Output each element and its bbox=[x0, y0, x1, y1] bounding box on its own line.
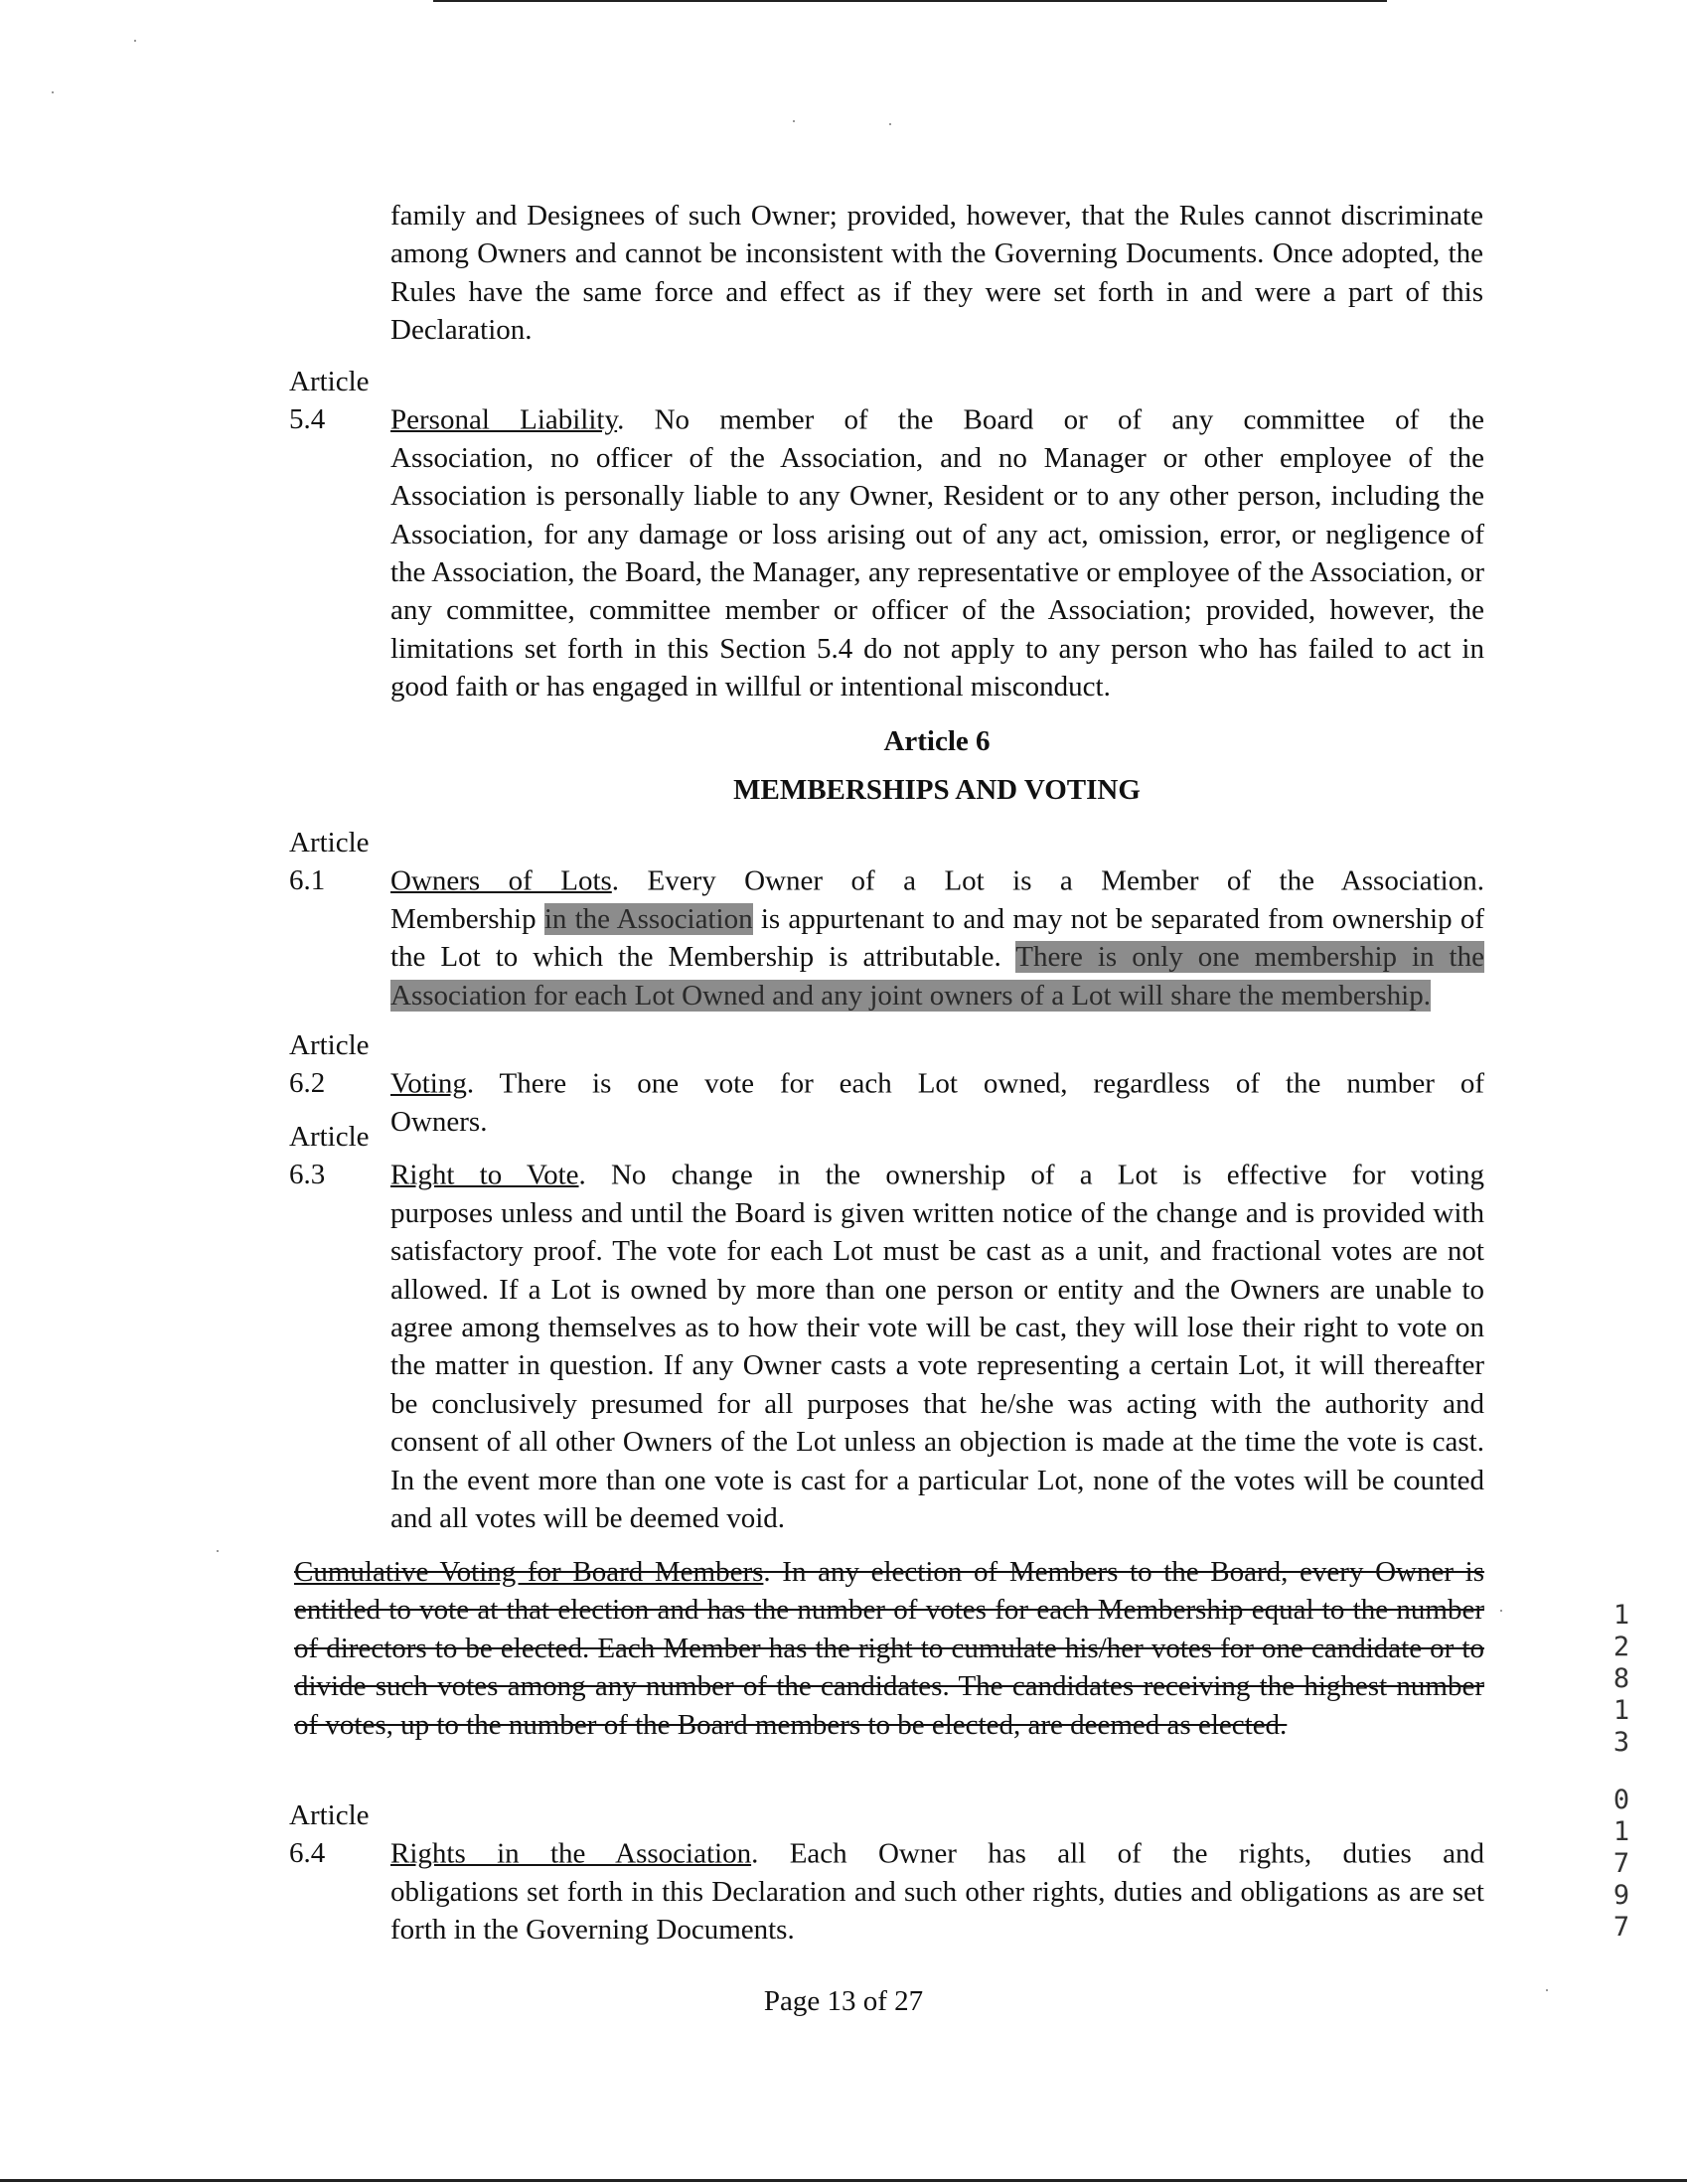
highlight-redaction: There is only one membership in the Association for each Lot Owned and any joint owners of a Lot will share the membership. bbox=[390, 941, 1484, 1012]
article-text: Owners. bbox=[390, 1105, 488, 1138]
struck-cumulative-voting bbox=[294, 1553, 1484, 1744]
article-text-line1: . Each Owner has all of the rights, duties and bbox=[751, 1837, 1484, 1870]
page-number: Page 13 of 27 bbox=[763, 1985, 924, 2017]
article-text-line1: . There is one vote for each Lot owned, regardless of the number of bbox=[466, 1067, 1484, 1100]
article-number: Article 6.2 bbox=[289, 1029, 370, 1100]
top-rule bbox=[433, 0, 1387, 2]
article-text: obligations set forth in this Declaration and such other rights, duties and obligations as are set forth in the Governing Documents. bbox=[390, 1875, 1484, 1947]
article-text-line1: . No change in the ownership of a Lot is effective for voting bbox=[578, 1159, 1484, 1191]
article-title: Voting bbox=[390, 1067, 467, 1100]
article-text: Association, no officer of the Association, and no Manager or other employee of the Association is personally liable to any Owner, Resident or to any other person, including the Association, for any damage or loss arising out of any act, omission, error, or negligence of the Association, the Board, the Manager, any representative or employee of the Association, or any committee, committee member or officer of the Association; provided, however, the limitations set forth in this Section 5.4 do not apply to any person who has failed to act in good faith or has engaged in willful or intentional misconduct. bbox=[390, 441, 1484, 703]
article-number: Article 6.1 bbox=[289, 827, 370, 897]
article-title: Owners of Lots bbox=[390, 864, 612, 897]
article-text-line1: . Every Owner of a Lot is a Member of the Association. bbox=[611, 864, 1484, 897]
highlight-redaction: in the Association bbox=[543, 902, 753, 935]
article-5-4 bbox=[289, 363, 1484, 706]
article-6-3 bbox=[289, 1118, 1484, 1537]
scan-speck bbox=[889, 123, 891, 125]
scan-speck bbox=[52, 91, 54, 93]
bottom-rule bbox=[0, 2179, 1687, 2182]
article-title: Right to Vote bbox=[390, 1159, 579, 1191]
article-text: Membership in the Association is appurtenant to and may not be separated from ownership of the Lot to which the Membership is attributable. There is only one membership in the Association for each Lot Owned and any joint owners of a Lot will share the membership. bbox=[390, 902, 1484, 1012]
document-stamp: 1 2 8 1 3 0 1 7 9 7 bbox=[1612, 1600, 1630, 1943]
scan-speck bbox=[134, 40, 136, 42]
article-text-line1: . No member of the Board or of any committee of the bbox=[617, 403, 1484, 436]
article-text: purposes unless and until the Board is given written notice of the change and is provided with satisfactory proof. The vote for each Lot must be cast as a unit, and fractional votes are not allowed. If a Lot is owned by more than one person or entity and the Owners are unable to agree among themselves as to how their vote will be cast, they will lose their right to vote on the matter in question. If any Owner casts a vote representing a certain Lot, it will thereafter be conclusively presumed for all purposes that he/she was acting with the authority and consent of all other Owners of the Lot unless an objection is made at the time the vote is cast. In the event more than one vote is cast for a particular Lot, none of the votes will be counted and all votes will be deemed void. bbox=[390, 1196, 1484, 1535]
article-6-title: MEMBERSHIPS AND VOTING bbox=[733, 774, 1141, 806]
scan-speck bbox=[1500, 1610, 1502, 1612]
article-number: Article 6.4 bbox=[289, 1799, 370, 1870]
struck-title: Cumulative Voting for Board Members bbox=[294, 1556, 764, 1588]
article-number: Article 6.3 bbox=[289, 1121, 370, 1191]
article-6-label: Article 6 bbox=[883, 725, 991, 757]
paragraph-rules-continued: family and Designees of such Owner; provided, however, that the Rules cannot discriminate among Owners and cannot be inconsistent with the Governing Documents. Once adopted, the Rules have the same force and effect as if they were set forth in and were a part of this Declaration. bbox=[390, 200, 1483, 347]
article-6-1 bbox=[289, 824, 1484, 1014]
scan-speck bbox=[217, 1550, 219, 1552]
article-title: Rights in the Association bbox=[390, 1837, 752, 1870]
article-title: Personal Liability bbox=[390, 403, 618, 436]
article-number: Article 5.4 bbox=[289, 366, 370, 436]
article-6-4 bbox=[289, 1796, 1484, 1950]
struck-text: . In any election of Members to the Board, every Owner is entitled to vote at that election and has the number of votes for each Membership equal to the number of directors to be elected. Each Member has the right to cumulate his/her votes for one candidate or to divide such votes among any number of the candidates. The candidates receiving the highest number of votes, up to the number of the Board members to be elected, are deemed as elected. bbox=[294, 1556, 1484, 1741]
scan-speck bbox=[793, 120, 795, 122]
scan-speck bbox=[1546, 1989, 1548, 1991]
